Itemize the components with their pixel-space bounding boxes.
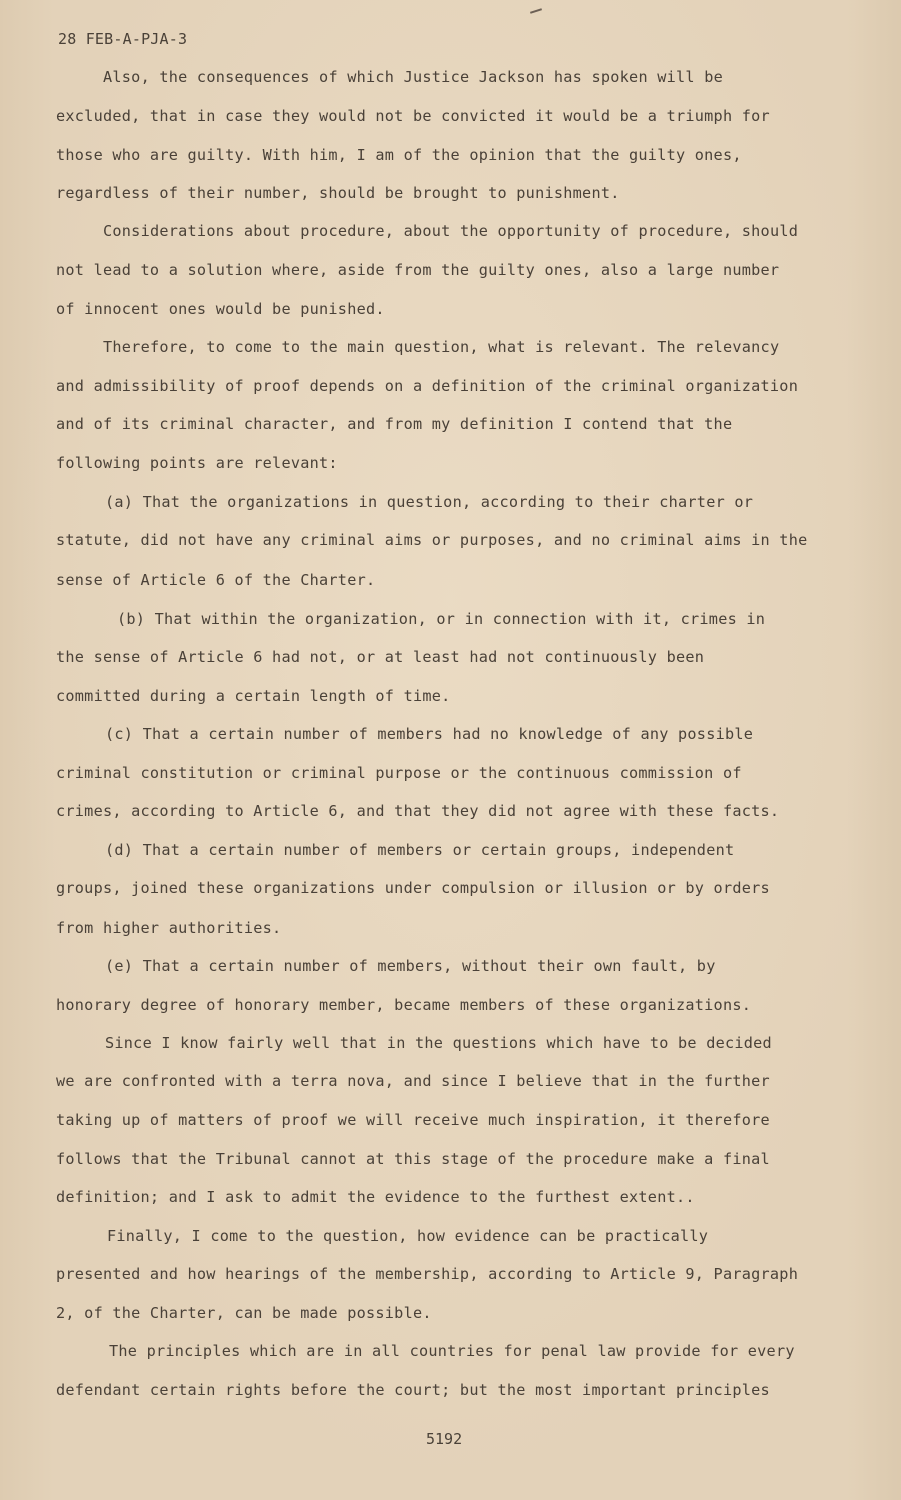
text-line: following points are relevant:: [56, 454, 338, 472]
text-line: those who are guilty. With him, I am of the opinion that the guilty ones,: [56, 146, 742, 164]
text-line: and of its criminal character, and from my definition I contend that the: [56, 415, 733, 433]
text-line: (b) That within the organization, or in connection with it, crimes in: [117, 610, 766, 628]
text-line: Since I know fairly well that in the questions which have to be decided: [105, 1034, 772, 1052]
text-line: committed during a certain length of time.: [56, 687, 451, 705]
text-line: 2, of the Charter, can be made possible.: [56, 1304, 432, 1322]
text-line: we are confronted with a terra nova, and since I believe that in the further: [56, 1072, 770, 1090]
text-line: Therefore, to come to the main question, what is relevant. The relevancy: [103, 338, 780, 356]
text-line: honorary degree of honorary member, became members of these organizations.: [56, 996, 752, 1014]
document-header: 28 FEB-A-PJA-3: [58, 30, 188, 48]
text-line: from higher authorities.: [56, 919, 282, 937]
text-line: criminal constitution or criminal purpose or the continuous commission of: [56, 764, 742, 782]
text-line: presented and how hearings of the membership, according to Article 9, Paragraph: [56, 1265, 799, 1283]
text-line: and admissibility of proof depends on a definition of the criminal organization: [56, 377, 799, 395]
text-line: taking up of matters of proof we will receive much inspiration, it therefore: [56, 1111, 770, 1129]
text-line: defendant certain rights before the court; but the most important principles: [56, 1381, 770, 1399]
text-line: regardless of their number, should be brought to punishment.: [56, 184, 620, 202]
text-line: (a) That the organizations in question, according to their charter or: [105, 493, 754, 511]
text-line: The principles which are in all countries for penal law provide for every: [109, 1342, 795, 1360]
text-line: follows that the Tribunal cannot at this stage of the procedure make a final: [56, 1150, 770, 1168]
pencil-mark: [530, 8, 542, 14]
text-line: Also, the consequences of which Justice Jackson has spoken will be: [103, 68, 723, 86]
text-line: sense of Article 6 of the Charter.: [56, 571, 376, 589]
text-line: Finally, I come to the question, how evidence can be practically: [107, 1227, 709, 1245]
text-line: Considerations about procedure, about the opportunity of procedure, should: [103, 222, 799, 240]
text-line: of innocent ones would be punished.: [56, 300, 385, 318]
text-line: (d) That a certain number of members or certain groups, independent: [105, 841, 735, 859]
text-line: excluded, that in case they would not be convicted it would be a triumph for: [56, 107, 770, 125]
text-line: (c) That a certain number of members had no knowledge of any possible: [105, 725, 754, 743]
text-line: groups, joined these organizations under compulsion or illusion or by orders: [56, 879, 770, 897]
text-line: the sense of Article 6 had not, or at least had not continuously been: [56, 648, 705, 666]
text-line: not lead to a solution where, aside from the guilty ones, also a large number: [56, 261, 780, 279]
text-line: definition; and I ask to admit the evidence to the furthest extent..: [56, 1188, 695, 1206]
text-line: crimes, according to Article 6, and that they did not agree with these facts.: [56, 802, 780, 820]
text-line: statute, did not have any criminal aims or purposes, and no criminal aims in the: [56, 531, 808, 549]
page-number: 5192: [426, 1430, 463, 1448]
text-line: (e) That a certain number of members, without their own fault, by: [105, 957, 716, 975]
